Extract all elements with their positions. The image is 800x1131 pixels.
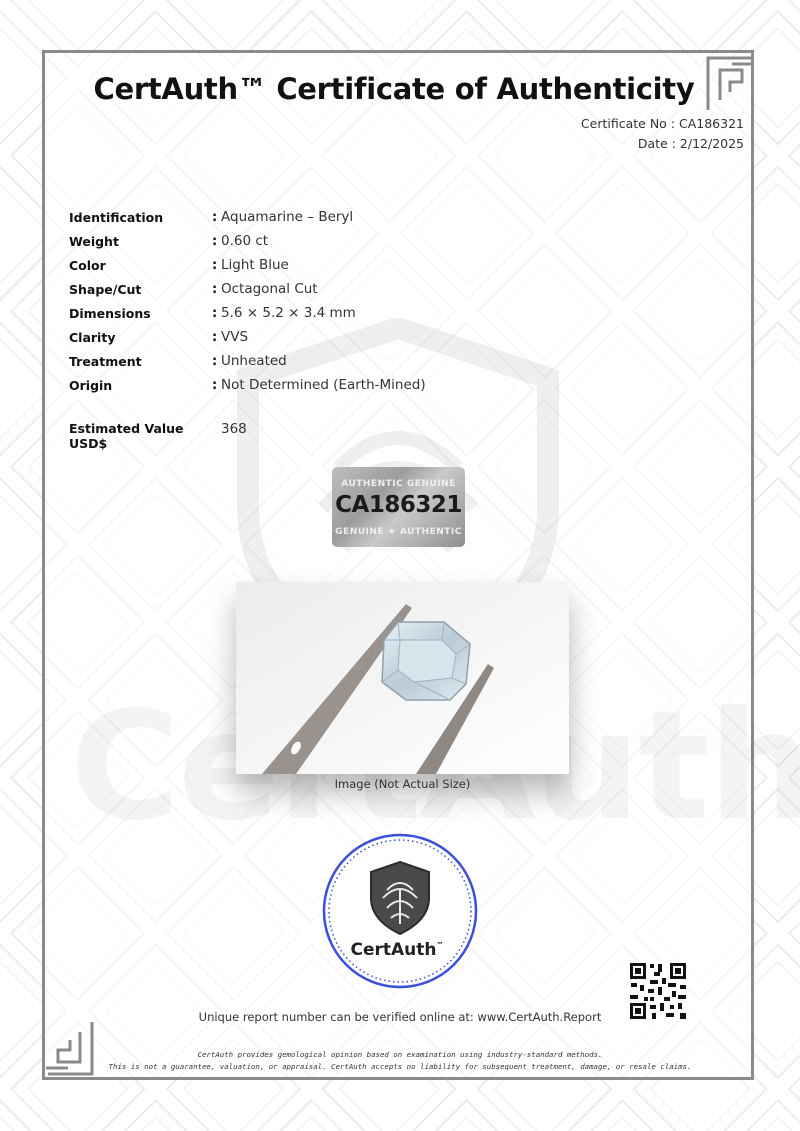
detail-row-clarity <box>69 325 426 349</box>
certificate-title: CertAuth™ Certificate of Authenticity <box>93 72 695 106</box>
verification-text: Unique report number can be verified online at: www.CertAuth.Report <box>198 1010 602 1024</box>
certificate-number-label: Certificate No : <box>580 116 676 131</box>
detail-value: 5.6 × 5.2 × 3.4 mm <box>221 305 356 321</box>
disclaimer-line-1: CertAuth provides gemological opinion based on examination using industry-standard methods. <box>197 1050 603 1059</box>
detail-row-treatment <box>69 349 426 373</box>
hologram-bottom-text: GENUINE ★ AUTHENTIC <box>335 527 462 537</box>
detail-row-color <box>69 253 426 277</box>
detail-row-dimensions <box>69 301 426 325</box>
detail-row-weight <box>69 229 426 253</box>
detail-row-identification <box>69 205 426 229</box>
gem-details <box>69 205 426 397</box>
detail-label: Dimensions <box>69 305 151 321</box>
disclaimer <box>60 1049 740 1073</box>
detail-colon: : <box>212 305 218 321</box>
hologram-number: CA186321 <box>335 492 462 518</box>
detail-label: Weight <box>69 233 119 249</box>
detail-value: Light Blue <box>221 257 289 273</box>
certificate-date-value: 2/12/2025 <box>679 136 744 151</box>
disclaimer-line-2: This is not a guarantee, valuation, or appraisal. CertAuth accepts no liability for subsequent treatment, damage, or resale claims. <box>108 1062 692 1071</box>
detail-label: Clarity <box>69 329 116 345</box>
detail-colon: : <box>212 377 218 393</box>
gemstone-image <box>236 582 569 774</box>
certificate-date-label: Date : <box>637 136 676 151</box>
logo-tm: ™ <box>436 941 444 949</box>
detail-value: VVS <box>221 329 249 345</box>
detail-row-origin <box>69 373 426 397</box>
estimated-value <box>69 421 247 451</box>
svg-text:CertAuth™ <box>350 940 443 960</box>
detail-colon: : <box>212 209 218 225</box>
detail-label: Color <box>69 257 106 273</box>
detail-value: Not Determined (Earth-Mined) <box>221 377 426 393</box>
logo-brand-text: CertAuth <box>350 940 437 960</box>
detail-colon: : <box>212 329 218 345</box>
detail-colon: : <box>212 353 218 369</box>
detail-label: Origin <box>69 377 113 393</box>
detail-row-shape-cut <box>69 277 426 301</box>
image-caption: Image (Not Actual Size) <box>334 777 471 791</box>
certificate-date <box>638 136 744 151</box>
detail-label: Identification <box>69 209 164 225</box>
estimated-value-amount: 368 <box>221 421 247 437</box>
detail-value: Aquamarine – Beryl <box>221 209 354 225</box>
detail-label: Treatment <box>69 353 142 369</box>
certauth-seal-logo <box>321 832 479 990</box>
hologram-seal <box>332 467 465 547</box>
detail-colon: : <box>212 281 218 297</box>
detail-value: 0.60 ct <box>221 233 269 249</box>
gemstone-photo <box>236 582 569 774</box>
certificate-number-value: CA186321 <box>679 116 744 131</box>
estimated-value-label: Estimated Value USD$ <box>69 421 184 451</box>
detail-colon: : <box>212 257 218 273</box>
detail-value: Unheated <box>221 353 287 369</box>
detail-label: Shape/Cut <box>69 281 142 297</box>
detail-value: Octagonal Cut <box>221 281 318 297</box>
certificate-number <box>581 116 744 131</box>
hologram-top-text: AUTHENTIC GENUINE <box>341 479 456 489</box>
detail-colon: : <box>212 233 218 249</box>
